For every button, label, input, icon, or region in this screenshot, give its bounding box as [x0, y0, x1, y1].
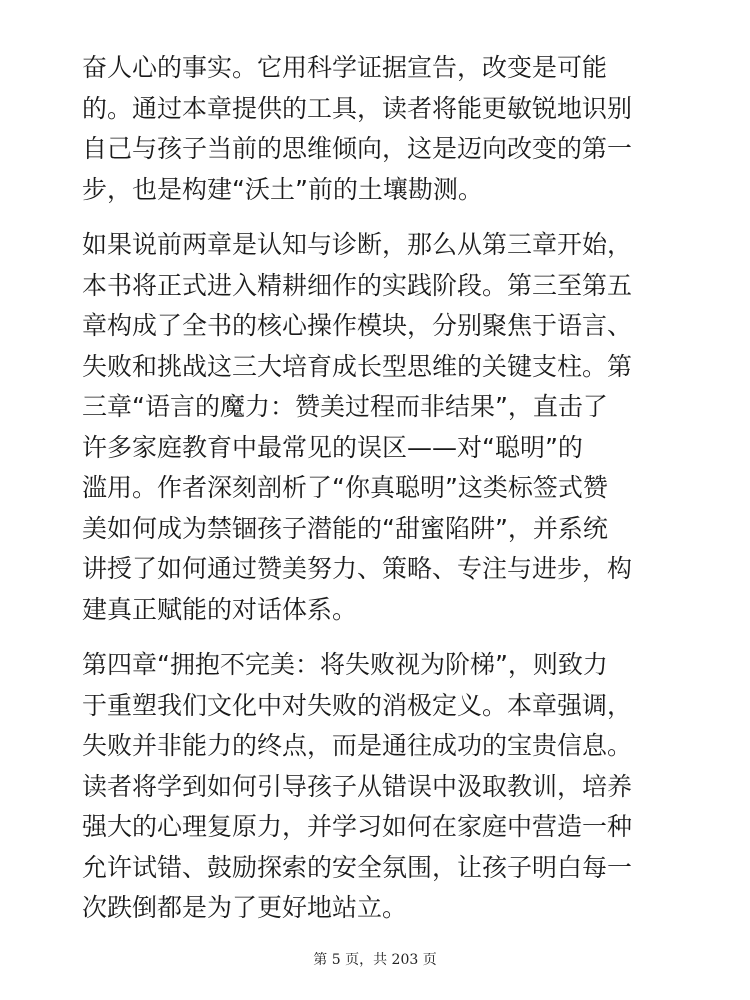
text-line: 失败和挑战这三大培育成长型思维的关键支柱。第 — [82, 351, 633, 381]
text-line: 滥用。作者深刻剖析了“你真聪明”这类标签式赞 — [82, 473, 608, 502]
text-line: 美如何成为禁锢孩子潜能的“甜蜜陷阱”，并系统 — [82, 513, 608, 543]
text-line: 步，也是构建“沃土”前的土壤勘测。 — [82, 174, 483, 204]
text-line: 讲授了如何通过赞美努力、策略、专注与进步，构 — [82, 554, 633, 583]
body-text — [82, 48, 672, 944]
text-line: 本书将正式进入精耕细作的实践阶段。第三至第五 — [82, 270, 633, 300]
page-number: 第 5 页，共 203 页 — [313, 952, 437, 968]
paragraph-3 — [82, 645, 672, 929]
text-line: 自己与孩子当前的思维倾向，这是迈向改变的第一 — [82, 134, 633, 163]
text-line: 强大的心理复原力，并学习如何在家庭中营造一种 — [82, 812, 633, 841]
text-line: 第四章“拥抱不完美：将失败视为阶梯”，则致力 — [82, 650, 608, 679]
text-line: 读者将学到如何引导孩子从错误中汲取教训，培养 — [82, 771, 633, 801]
paragraph-1 — [82, 48, 672, 210]
paragraph-2 — [82, 225, 672, 630]
text-line: 失败并非能力的终点，而是通往成功的宝贵信息。 — [82, 731, 633, 760]
text-line: 三章“语言的魔力：赞美过程而非结果”，直击了 — [82, 392, 608, 421]
text-line: 章构成了全书的核心操作模块，分别聚焦于语言、 — [82, 311, 633, 340]
text-line: 许多家庭教育中最常见的误区——对“聪明”的 — [82, 432, 583, 462]
text-line: 次跌倒都是为了更好地站立。 — [82, 893, 408, 922]
text-line: 于重塑我们文化中对失败的消极定义。本章强调， — [82, 690, 633, 720]
text-line: 的。通过本章提供的工具，读者将能更敏锐地识别 — [82, 93, 633, 123]
text-line: 允许试错、鼓励探索的安全氛围，让孩子明白每一 — [82, 852, 633, 882]
text-line: 奋人心的事实。它用科学证据宣告，改变是可能 — [82, 53, 608, 82]
text-line: 建真正赋能的对话体系。 — [82, 594, 358, 624]
text-line: 如果说前两章是认知与诊断，那么从第三章开始， — [82, 230, 633, 259]
